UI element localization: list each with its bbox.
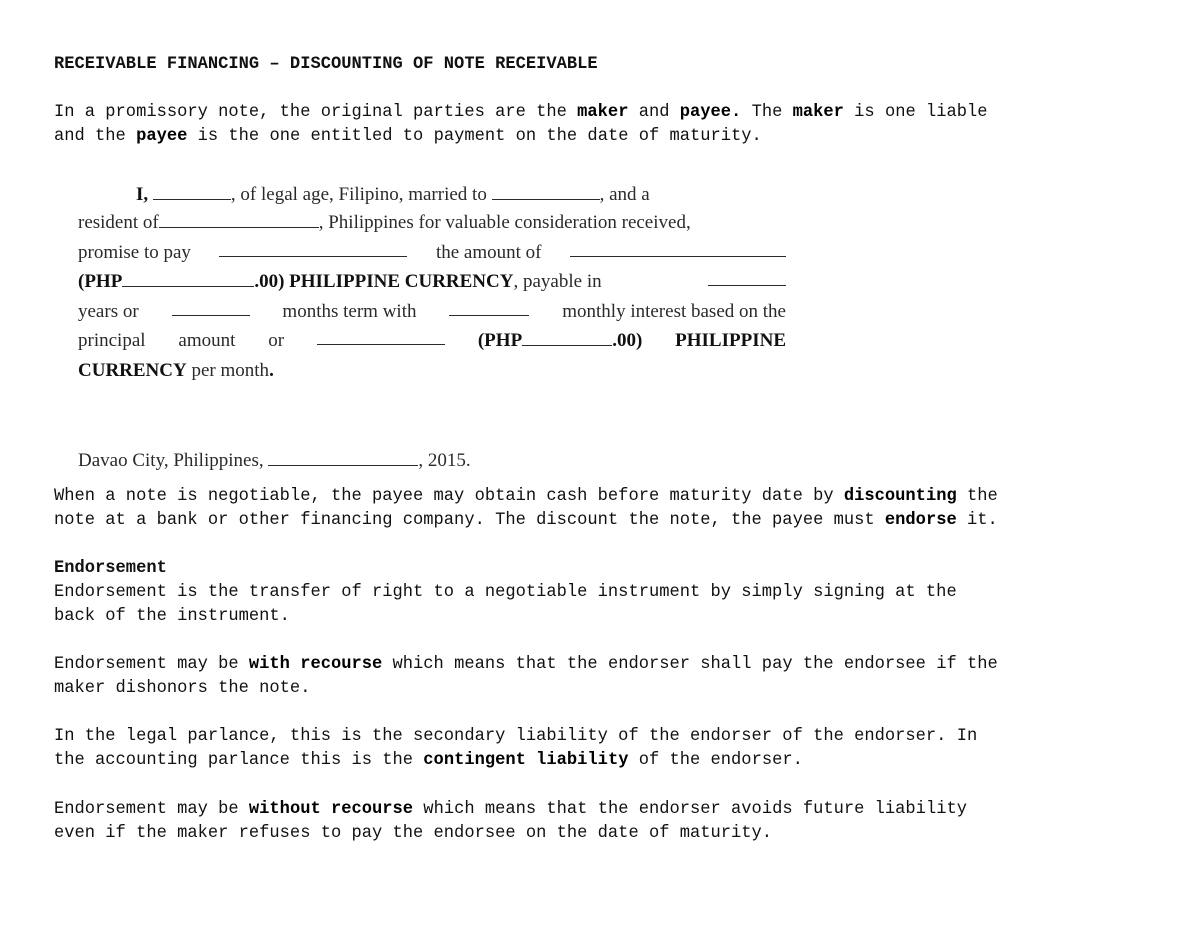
term-with-recourse: with recourse [248,655,383,674]
paragraph-text: back of the instrument. [54,607,290,626]
note-text: resident of [78,212,159,233]
note-text: .00) [612,330,643,351]
term-maker: maker [792,103,844,122]
without-recourse-paragraph [54,798,1154,846]
note-text: principal [78,330,146,351]
legal-parlance-paragraph [54,725,1154,773]
note-line-7 [78,356,274,386]
blank-line [172,297,250,316]
note-text: PHILIPPINE [675,330,786,351]
note-text: , 2015. [418,450,471,471]
note-text: , payable in [513,271,602,292]
note-line-6 [78,326,786,356]
note-line-2 [78,208,691,238]
note-line-3 [78,238,786,268]
blank-line [492,181,600,200]
paragraph-text: even if the maker refuses to pay the endorsee on the date of maturity. [54,824,773,843]
note-line-1 [78,180,786,210]
note-line-4 [78,267,786,297]
blank-line [570,238,786,257]
paragraph-text: When a note is negotiable, the payee may obtain cash before maturity date by [54,487,844,506]
blank-line [317,326,445,345]
note-line-5 [78,297,786,327]
note-text: , of legal age, Filipino, married to [230,184,487,205]
paragraph-text: Endorsement may be [54,655,249,674]
paragraph-text: maker dishonors the note. [54,679,311,698]
intro-text: and the [54,127,137,146]
term-discounting: discounting [843,487,957,506]
note-text: monthly interest based on the [562,301,786,322]
intro-text: is one liable [843,103,988,122]
blank-line [122,268,254,287]
note-text: , Philippines for valuable consideration received, [318,212,691,233]
blank-line [219,238,407,257]
paragraph-text: of the endorser. [628,751,803,770]
paragraph-text: the [956,487,998,506]
intro-text: is the one entitled to payment on the date of maturity. [187,127,762,146]
paragraph-text: In the legal parlance, this is the secondary liability of the endorser of the endorser. In [54,727,978,746]
blank-line [159,209,319,228]
note-text: , and a [599,184,650,205]
term-without-recourse: without recourse [248,800,414,819]
note-text: .00) PHILIPPINE CURRENCY [254,271,514,292]
blank-line [449,297,529,316]
discounting-paragraph [54,485,1154,533]
term-payee: payee [136,127,188,146]
document-title: RECEIVABLE FINANCING – DISCOUNTING OF NOTE RECEIVABLE [54,55,598,74]
note-text: I, [136,184,149,205]
paragraph-text: Endorsement may be [54,800,249,819]
with-recourse-paragraph [54,653,1154,701]
note-text: CURRENCY [78,360,187,381]
term-payee: payee. [679,103,742,122]
note-text: months term with [282,301,417,322]
intro-text: The [741,103,793,122]
intro-paragraph [54,101,1154,149]
paragraph-text: the accounting parlance this is the [54,751,424,770]
blank-line [522,327,612,346]
blank-line [153,181,231,200]
paragraph-text: it. [956,511,998,530]
paragraph-text: Endorsement is the transfer of right to a negotiable instrument by simply signing at the [54,583,957,602]
term-maker: maker [577,103,629,122]
note-text: per month [186,360,270,381]
paragraph-text: note at a bank or other financing company. The discount the note, the payee must [54,511,885,530]
note-text: the amount of [435,242,542,263]
intro-text: and [628,103,680,122]
promissory-note-sample [78,180,788,470]
note-place-date [78,446,471,476]
blank-line [708,267,786,286]
term-endorse: endorse [884,511,957,530]
paragraph-text: which means that the endorser avoids future liability [413,800,967,819]
note-text: (PHP [78,271,123,292]
note-text: or [268,330,285,351]
endorsement-heading: Endorsement [54,559,167,578]
note-text: years or [78,301,139,322]
note-text: amount [178,330,236,351]
note-text: (PHP [477,330,523,351]
note-text: Davao City, Philippines, [78,450,264,471]
term-contingent-liability: contingent liability [423,751,629,770]
intro-text: In a promissory note, the original parties are the [54,103,578,122]
paragraph-text: which means that the endorser shall pay the endorsee if the [382,655,998,674]
endorsement-definition [54,581,1154,629]
note-text: . [269,360,274,381]
note-text: promise to pay [78,242,191,263]
blank-line [268,447,418,466]
